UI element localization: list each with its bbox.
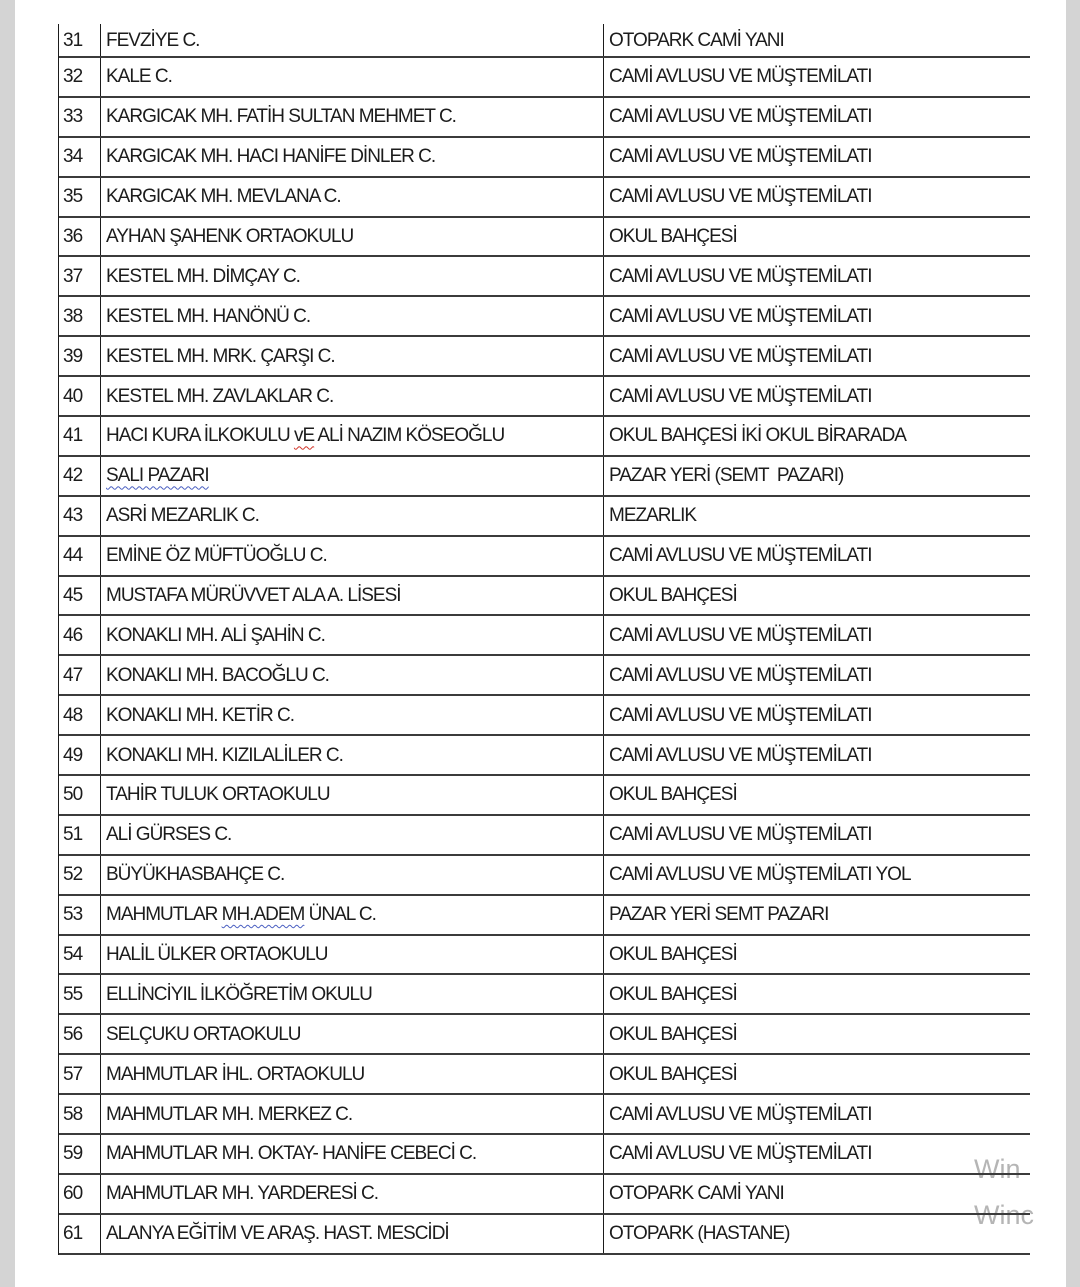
name-segment: SELÇUKU ORTAOKULU [106,1023,301,1045]
row-number-cell: 35 [59,178,101,216]
row-number-cell: 60 [59,1175,101,1213]
name-segment: BÜYÜKHASBAHÇE C. [106,864,285,886]
table-row [59,936,1030,976]
site-name-cell [101,616,604,654]
spellcheck-marked-text: vE [293,425,315,447]
site-name-cell [101,297,604,335]
table-row [59,497,1030,537]
table-row [59,98,1030,138]
table-row [59,776,1030,816]
row-number-cell: 36 [59,218,101,256]
usage-cell: CAMİ AVLUSU VE MÜŞTEMİLATI [609,744,872,766]
name-segment: MAHMUTLAR İHL. ORTAOKULU [106,1063,365,1085]
site-name-cell [101,736,604,774]
row-number-cell: 48 [59,696,101,734]
table-row [59,337,1030,377]
name-segment: KESTEL MH. HANÖNÜ C. [106,305,311,327]
site-name-cell [101,257,604,295]
name-segment: ÜNAL C. [304,904,376,926]
table-row [59,218,1030,258]
site-name-cell [101,936,604,974]
site-name-cell [101,98,604,136]
site-name-cell [101,58,604,96]
usage-cell: CAMİ AVLUSU VE MÜŞTEMİLATI [609,664,872,686]
usage-cell: CAMİ AVLUSU VE MÜŞTEMİLATI [609,824,872,846]
name-segment: ELLİNCİYIL İLKÖĞRETİM OKULU [106,983,372,1005]
usage-cell: OTOPARK (HASTANE) [609,1223,790,1245]
name-segment: MUSTAFA MÜRÜVVET ALA A. LİSESİ [106,585,401,607]
usage-cell: MEZARLIK [609,505,697,527]
row-number-cell: 44 [59,537,101,575]
table-row [59,1095,1030,1135]
name-segment: KARGICAK MH. HACI HANİFE DİNLER C. [106,146,436,168]
row-number-cell: 49 [59,736,101,774]
table-row [59,1015,1030,1055]
site-name-cell [101,696,604,734]
table-row [59,24,1030,58]
table-row [59,696,1030,736]
site-name-cell [101,497,604,535]
table-row [59,58,1030,98]
usage-cell: CAMİ AVLUSU VE MÜŞTEMİLATI [609,345,872,367]
table-row [59,257,1030,297]
row-number-cell: 38 [59,297,101,335]
site-name-cell [101,218,604,256]
name-segment: HALİL ÜLKER ORTAOKULU [106,944,328,966]
name-segment: HACI KURA İLKOKULU [106,425,294,447]
row-number-cell: 55 [59,975,101,1013]
name-segment: KARGICAK MH. FATİH SULTAN MEHMET C. [106,106,456,128]
site-name-cell [101,1095,604,1133]
site-name-cell [101,457,604,495]
usage-cell: CAMİ AVLUSU VE MÜŞTEMİLATI [609,106,872,128]
table-row [59,896,1030,936]
site-name-cell [101,1215,604,1253]
row-number-cell: 31 [59,24,101,56]
name-segment: KESTEL MH. ZAVLAKLAR C. [106,385,334,407]
usage-cell: CAMİ AVLUSU VE MÜŞTEMİLATI [609,305,872,327]
name-segment: FEVZİYE C. [106,29,200,51]
site-name-cell [101,178,604,216]
table-row [59,1055,1030,1095]
name-segment: MAHMUTLAR MH. MERKEZ C. [106,1103,353,1125]
table-row [59,736,1030,776]
row-number-cell: 50 [59,776,101,814]
usage-cell: CAMİ AVLUSU VE MÜŞTEMİLATI [609,146,872,168]
page-gutter-left [0,0,15,1287]
usage-cell: CAMİ AVLUSU VE MÜŞTEMİLATI [609,186,872,208]
row-number-cell: 54 [59,936,101,974]
row-number-cell: 40 [59,377,101,415]
usage-cell: OKUL BAHÇESİ İKİ OKUL BİRARADA [609,425,906,447]
usage-cell: CAMİ AVLUSU VE MÜŞTEMİLATI [609,704,872,726]
name-segment: MAHMUTLAR MH. YARDERESİ C. [106,1183,379,1205]
table-row [59,1175,1030,1215]
site-name-cell [101,138,604,176]
table-row [59,457,1030,497]
name-segment: KARGICAK MH. MEVLANA C. [106,186,341,208]
row-number-cell: 59 [59,1135,101,1173]
row-number-cell: 58 [59,1095,101,1133]
table-row [59,1215,1030,1255]
name-segment: KONAKLI MH. KETİR C. [106,704,294,726]
row-number-cell: 51 [59,816,101,854]
site-name-cell [101,1135,604,1173]
name-segment: KONAKLI MH. KIZILALİLER C. [106,744,343,766]
name-segment: KALE C. [106,66,172,88]
usage-cell: CAMİ AVLUSU VE MÜŞTEMİLATI [609,624,872,646]
name-segment: EMİNE ÖZ MÜFTÜOĞLU C. [106,545,327,567]
usage-cell: OKUL BAHÇESİ [609,784,737,806]
name-segment: ALİ GÜRSES C. [106,824,232,846]
row-number-cell: 46 [59,616,101,654]
table-row [59,975,1030,1015]
usage-cell: OKUL BAHÇESİ [609,585,737,607]
spellcheck-marked-text: MH.ADEM [221,904,305,926]
usage-cell: OKUL BAHÇESİ [609,983,737,1005]
row-number-cell: 39 [59,337,101,375]
watermark-line: Winc [974,1200,1034,1230]
row-number-cell: 61 [59,1215,101,1253]
table-row [59,377,1030,417]
site-name-cell [101,1175,604,1213]
row-number-cell: 33 [59,98,101,136]
row-number-cell: 43 [59,497,101,535]
usage-cell: PAZAR YERİ (SEMT PAZARI) [609,465,844,487]
row-number-cell: 47 [59,656,101,694]
site-name-cell [101,896,604,934]
row-number-cell: 56 [59,1015,101,1053]
name-segment: KONAKLI MH. BACOĞLU C. [106,664,329,686]
usage-cell: CAMİ AVLUSU VE MÜŞTEMİLATI [609,545,872,567]
site-name-cell [101,537,604,575]
usage-cell: CAMİ AVLUSU VE MÜŞTEMİLATI [609,385,872,407]
usage-cell: OKUL BAHÇESİ [609,1023,737,1045]
table-row [59,856,1030,896]
page-gutter-right [1066,0,1080,1287]
table-row [59,297,1030,337]
site-name-cell [101,1055,604,1093]
name-segment: ALANYA EĞİTİM VE ARAŞ. HAST. MESCİDİ [106,1223,449,1245]
table-row [59,577,1030,617]
site-name-cell [101,24,604,56]
usage-cell: OTOPARK CAMİ YANI [609,1183,784,1205]
usage-cell: CAMİ AVLUSU VE MÜŞTEMİLATI YOL [609,864,911,886]
name-segment: MAHMUTLAR [106,904,222,926]
row-number-cell: 34 [59,138,101,176]
table-row [59,656,1030,696]
row-number-cell: 45 [59,577,101,615]
site-name-cell [101,975,604,1013]
site-name-cell [101,856,604,894]
site-name-cell [101,577,604,615]
spellcheck-marked-text: SALI PAZARI [106,465,209,487]
row-number-cell: 41 [59,417,101,455]
table-row [59,616,1030,656]
name-segment: ASRİ MEZARLIK C. [106,505,259,527]
table-row [59,537,1030,577]
row-number-cell: 57 [59,1055,101,1093]
row-number-cell: 37 [59,257,101,295]
name-segment: KESTEL MH. DİMÇAY C. [106,265,300,287]
table-row [59,178,1030,218]
site-name-cell [101,417,604,455]
table-row [59,816,1030,856]
row-number-cell: 42 [59,457,101,495]
watermark-line: Win [974,1154,1021,1184]
table-row [59,138,1030,178]
table-row [59,1135,1030,1175]
usage-cell: CAMİ AVLUSU VE MÜŞTEMİLATI [609,265,872,287]
usage-cell: CAMİ AVLUSU VE MÜŞTEMİLATI [609,1103,872,1125]
name-segment: ALİ NAZIM KÖSEOĞLU [314,425,505,447]
name-segment: MAHMUTLAR MH. OKTAY- HANİFE CEBECİ C. [106,1143,477,1165]
usage-cell: OKUL BAHÇESİ [609,1063,737,1085]
usage-cell: CAMİ AVLUSU VE MÜŞTEMİLATI [609,66,872,88]
site-name-cell [101,337,604,375]
usage-cell: CAMİ AVLUSU VE MÜŞTEMİLATI [609,1143,872,1165]
site-name-cell [101,656,604,694]
row-number-cell: 53 [59,896,101,934]
name-segment: KONAKLI MH. ALİ ŞAHİN C. [106,624,325,646]
name-segment: KESTEL MH. MRK. ÇARŞI C. [106,345,335,367]
row-number-cell: 32 [59,58,101,96]
usage-cell: PAZAR YERİ SEMT PAZARI [609,904,829,926]
usage-cell: OTOPARK CAMİ YANI [609,29,784,51]
name-segment: TAHİR TULUK ORTAOKULU [106,784,330,806]
name-segment: AYHAN ŞAHENK ORTAOKULU [106,226,354,247]
locations-table [58,24,1030,1255]
usage-cell: OKUL BAHÇESİ [609,226,737,247]
site-name-cell [101,816,604,854]
usage-cell: OKUL BAHÇESİ [609,944,737,966]
site-name-cell [101,1015,604,1053]
row-number-cell: 52 [59,856,101,894]
table-row [59,417,1030,457]
site-name-cell [101,776,604,814]
site-name-cell [101,377,604,415]
